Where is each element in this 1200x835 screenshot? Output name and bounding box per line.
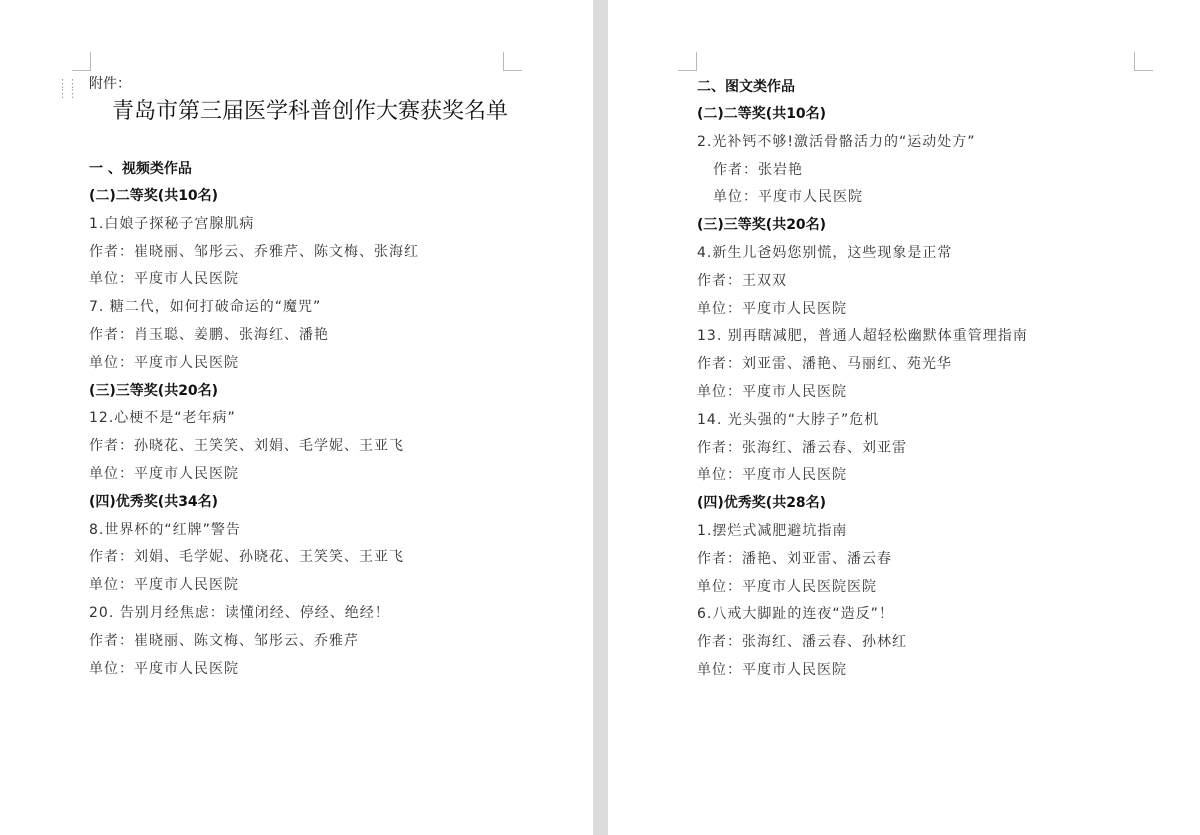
list-item: 单位：平度市人民医院 [89, 577, 239, 594]
award-heading: (二)二等奖(共10名) [697, 106, 827, 122]
list-item: 作者：张岩艳 [713, 161, 803, 178]
award-heading: (三)三等奖(共20名) [697, 217, 827, 234]
section-heading-video: 一 、视频类作品 [89, 161, 192, 177]
list-item: 作者：王双双 [697, 272, 787, 289]
list-item: 作者：崔晓丽、陈文梅、邹彤云、乔雅芹 [89, 632, 359, 649]
award-heading: (四)优秀奖(共28名) [697, 495, 827, 512]
list-item: 单位：平度市人民医院 [89, 466, 239, 482]
margin-corner-top-right [1134, 52, 1153, 71]
award-heading: (四)优秀奖(共34名) [89, 493, 219, 510]
award-heading: (二)二等奖(共10名) [89, 188, 219, 204]
list-item: 20. 告别月经焦虑：读懂闭经、停经、绝经！ [89, 605, 390, 621]
document-page-left[interactable] [0, 0, 593, 835]
list-item: 单位：平度市人民医院 [89, 354, 239, 371]
attachment-label: 附件： [89, 76, 131, 92]
list-item: 14. 光头强的“大脖子”危机 [697, 411, 880, 428]
list-item: 作者：崔晓丽、邹彤云、乔雅芹、陈文梅、张海红 [89, 243, 419, 260]
award-heading: (三)三等奖(共20名) [89, 382, 219, 399]
page-title: 青岛市第三届医学科普创作大赛获奖名单 [112, 99, 509, 124]
list-item: 单位：平度市人民医院 [697, 384, 847, 400]
list-item: 单位：平度市人民医院 [713, 189, 863, 206]
list-item: 单位：平度市人民医院 [697, 662, 847, 678]
list-item: 作者：张海红、潘云春、孙林红 [697, 634, 907, 651]
list-item: 作者：刘亚雷、潘艳、马丽红、苑光华 [697, 356, 952, 373]
list-item: 单位：平度市人民医院 [89, 660, 239, 677]
list-item: 作者：张海红、潘云春、刘亚雷 [697, 439, 907, 456]
list-item: 12.心梗不是“老年病” [89, 410, 236, 427]
margin-corner-top-left [678, 52, 697, 71]
margin-corner-top-right [503, 52, 522, 71]
list-item: 2.光补钙不够!激活骨骼活力的“运动处方” [697, 133, 976, 150]
list-item: 1.白娘子探秘子宫腺肌病 [89, 215, 255, 232]
list-item: 7. 糖二代，如何打破命运的“魔咒” [89, 299, 322, 316]
document-page-right[interactable] [608, 0, 1200, 835]
list-item: 单位：平度市人民医院 [697, 467, 847, 484]
list-item: 13. 别再瞎减肥，普通人超轻松幽默体重管理指南 [697, 328, 1028, 345]
margin-corner-top-left [72, 52, 91, 71]
list-item: 8.世界杯的“红牌”警告 [89, 521, 241, 538]
section-heading-graphic: 二、图文类作品 [697, 79, 795, 95]
list-item: 1.摆烂式减肥避坑指南 [697, 523, 848, 539]
list-item: 4.新生儿爸妈您别慌，这些现象是正常 [697, 245, 953, 261]
page-gap [593, 0, 608, 835]
list-item: 单位：平度市人民医院 [89, 271, 239, 288]
list-item: 作者：肖玉聪、姜鹏、张海红、潘艳 [89, 327, 329, 343]
list-item: 单位：平度市人民医院医院 [697, 578, 877, 595]
drag-handle-icon[interactable]: ⋮⋮ ⋮⋮ [57, 77, 77, 100]
list-item: 单位：平度市人民医院 [697, 300, 847, 317]
list-item: 作者：潘艳、刘亚雷、潘云春 [697, 550, 892, 567]
list-item: 作者：刘娟、毛学妮、孙晓花、王笑笑、王亚飞 [89, 549, 404, 566]
list-item: 作者：孙晓花、王笑笑、刘娟、毛学妮、王亚飞 [89, 438, 404, 455]
list-item: 6.八戒大脚趾的连夜“造反”！ [697, 606, 894, 623]
